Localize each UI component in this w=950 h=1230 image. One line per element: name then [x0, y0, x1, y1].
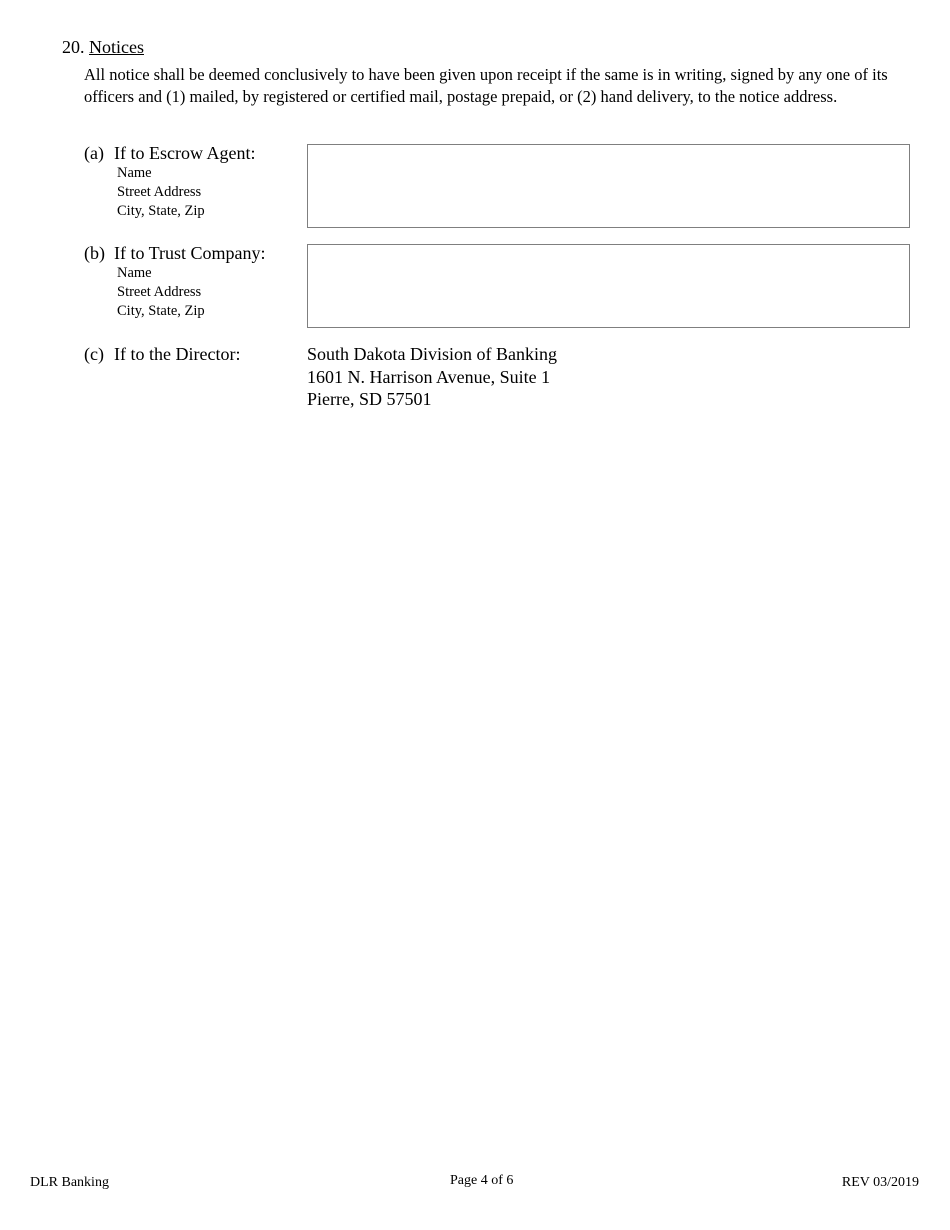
section-number: 20.: [62, 37, 85, 57]
director-heading: [84, 343, 240, 365]
section-heading: [62, 36, 144, 58]
trust-company-label: If to Trust Company:: [114, 243, 266, 263]
director-label: If to the Director:: [114, 344, 241, 364]
trust-company-field-street: Street Address: [117, 284, 202, 300]
escrow-agent-field-name: Name: [117, 165, 152, 181]
trust-company-letter: (b): [84, 243, 105, 263]
trust-company-field-name: Name: [117, 265, 152, 281]
section-title: Notices: [89, 37, 144, 57]
director-address-line: South Dakota Division of Banking: [307, 344, 557, 364]
escrow-agent-label-block: [84, 142, 255, 221]
trust-company-address-field[interactable]: [307, 244, 910, 328]
escrow-agent-field-city: City, State, Zip: [117, 203, 205, 219]
escrow-agent-field-street: Street Address: [117, 184, 202, 200]
escrow-agent-address-field[interactable]: [307, 144, 910, 228]
trust-company-label-block: [84, 242, 266, 321]
trust-company-heading: [84, 242, 266, 264]
director-letter: (c): [84, 344, 104, 364]
footer-department: DLR Banking: [30, 1175, 109, 1190]
director-address-line: Pierre, SD 57501: [307, 389, 432, 409]
escrow-agent-letter: (a): [84, 143, 104, 163]
escrow-agent-label: If to Escrow Agent:: [114, 143, 256, 163]
escrow-agent-heading: [84, 142, 255, 164]
director-label-block: [84, 343, 240, 365]
director-address: [307, 343, 557, 411]
footer-revision: REV 03/2019: [841, 1175, 919, 1190]
footer-page-number: Page 4 of 6: [450, 1173, 514, 1188]
notice-paragraph: All notice shall be deemed conclusively to have been given upon receipt if the same is in writing, signed by any one of its officers and (1) mailed, by registered or certified mail, postage prepaid, or (2) hand delivery, to the notice address.: [84, 65, 888, 106]
trust-company-field-city: City, State, Zip: [117, 303, 205, 319]
director-address-line: 1601 N. Harrison Avenue, Suite 1: [307, 366, 551, 387]
